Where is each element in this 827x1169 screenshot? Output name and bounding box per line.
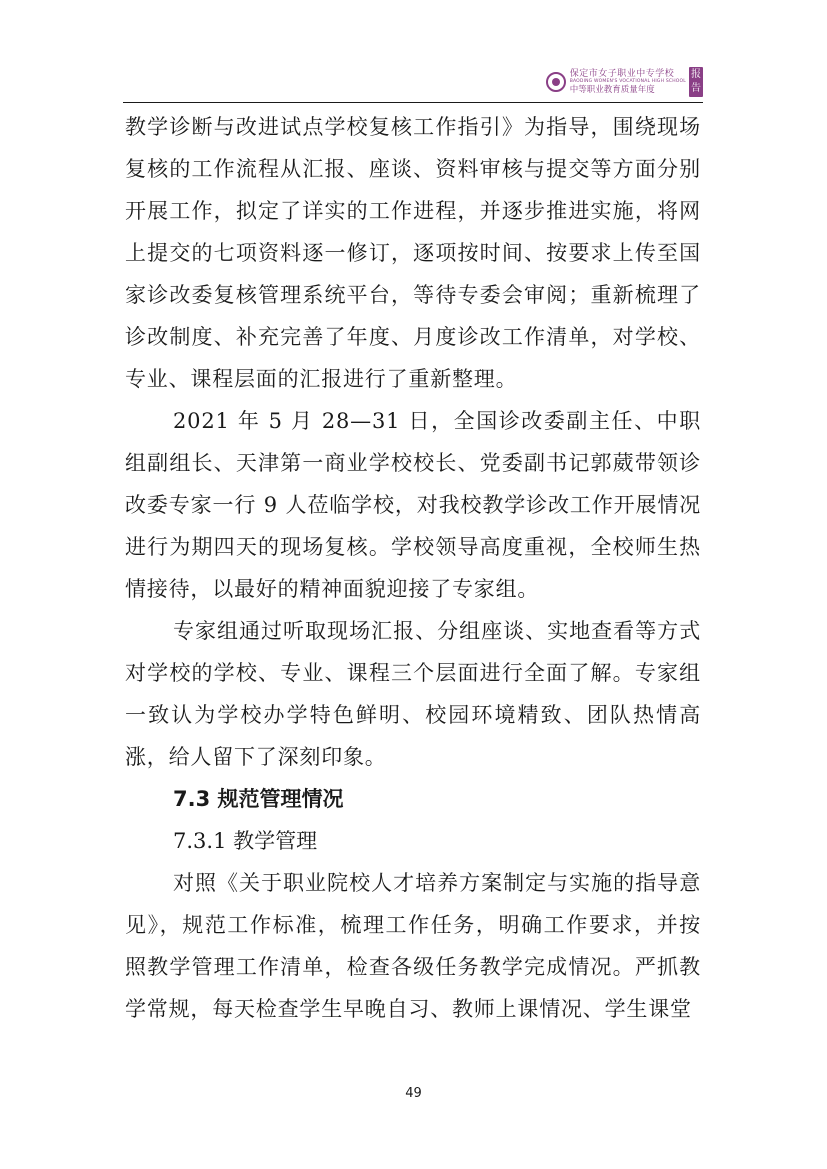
school-logo (546, 66, 703, 98)
section-heading: 7.3 规范管理情况 (173, 787, 344, 811)
page-number: 49 (405, 1086, 422, 1101)
paragraph-2: 2021 年 5 月 28—31 日，全国诊改委副主任、中职组副组长、天津第一商业学校校长、党委副书记郭葳带领诊改委专家一行 9 人莅临学校，对我校教学诊改工作开展情况进行为期四天的现场复核。学校领导高度重视，全校师生热情接待，以最好的精神面貌迎接了专家组。 (125, 409, 701, 601)
school-seal-icon (546, 72, 566, 92)
logo-school-name: 保定市女子职业中专学校 (569, 68, 675, 79)
paragraph-4: 对照《关于职业院校人才培养方案制定与实施的指导意见》，规范工作标准，梳理工作任务，明确工作要求，并按照教学管理工作清单，检查各级任务教学完成情况。严抓教学常规，每天检查学生早晚自习、教师上课情况、学生课堂 (125, 871, 701, 1021)
logo-report-subtitle: 中等职业教育质量年度 (569, 85, 655, 95)
paragraph-3: 专家组通过听取现场汇报、分组座谈、实地查看等方式对学校的学校、专业、课程三个层面进行全面了解。专家组一致认为学校办学特色鲜明、校园环境精致、团队热情高涨，给人留下了深刻印象。 (125, 619, 701, 769)
paragraph-1: 教学诊断与改进试点学校复核工作指引》为指导，围绕现场复核的工作流程从汇报、座谈、资料审核与提交等方面分别开展工作，拟定了详实的工作进程，并逐步推进实施，将网上提交的七项资料逐一修订，逐项按时间、按要求上传至国家诊改委复核管理系统平台，等待专委会审阅；重新梳理了诊改制度、补充完善了年度、月度诊改工作清单，对学校、专业、课程层面的汇报进行了重新整理。 (125, 115, 701, 391)
subsection-heading: 7.3.1 教学管理 (173, 829, 318, 853)
logo-school-name-en: BAODING WOMEN'S VOCATIONAL HIGH SCHOOL (569, 78, 686, 84)
document-body (125, 106, 701, 1030)
logo-text-block (570, 70, 686, 95)
page-header (123, 64, 703, 103)
report-badge: 报告 (689, 67, 703, 97)
